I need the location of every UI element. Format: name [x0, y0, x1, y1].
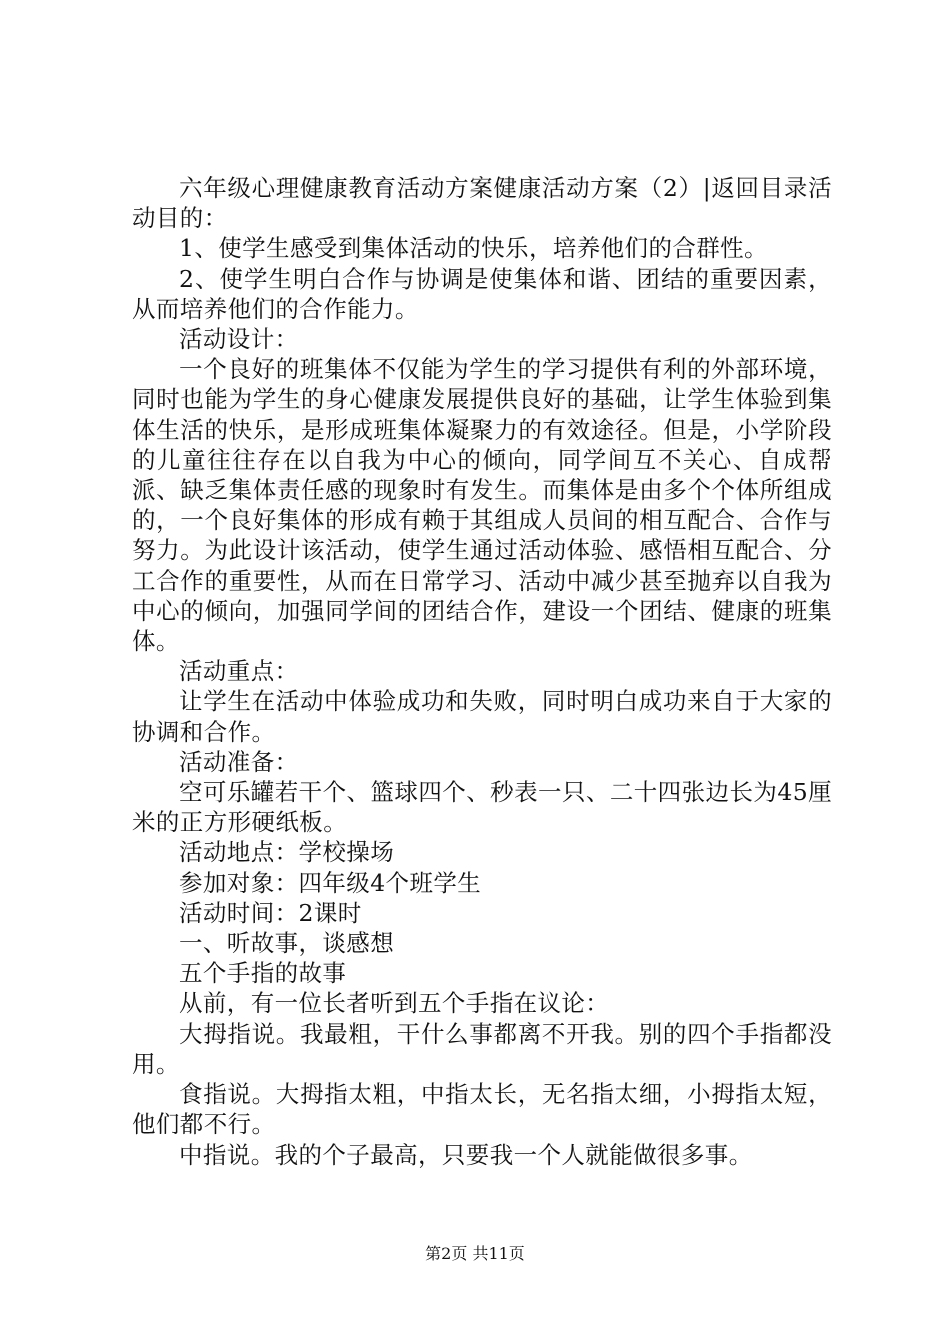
page-footer: 第2页 共11页	[425, 1244, 525, 1263]
paragraph-focus-body: 让学生在活动中体验成功和失败，同时明白成功来自于大家的协调和合作。	[132, 687, 832, 746]
heading-activity-design: 活动设计：	[179, 325, 299, 354]
paragraph-goal-1: 1、使学生感受到集体活动的快乐，培养他们的合群性。	[179, 234, 768, 263]
heading-activity-prep: 活动准备：	[179, 747, 299, 776]
paragraph-story-middle: 中指说。我的个子最高，只要我一个人就能做很多事。	[179, 1140, 753, 1169]
paragraph-prep-body: 空可乐罐若干个、篮球四个、秒表一只、二十四张边长为45厘米的正方形硬纸板。	[132, 778, 832, 837]
paragraph-participants: 参加对象：四年级4个班学生	[179, 868, 482, 897]
paragraph-story-thumb: 大拇指说。我最粗，干什么事都离不开我。别的四个手指都没用。	[132, 1019, 832, 1078]
heading-story-title: 五个手指的故事	[179, 959, 347, 988]
document-body	[132, 173, 832, 1170]
paragraph-title: 六年级心理健康教育活动方案健康活动方案（2）|返回目录活动目的：	[132, 174, 832, 233]
heading-section-1: 一、听故事，谈感想	[179, 929, 395, 958]
paragraph-story-index: 食指说。大拇指太粗，中指太长，无名指太细，小拇指太短，他们都不行。	[132, 1080, 832, 1139]
paragraph-location: 活动地点：学校操场	[179, 838, 395, 867]
paragraph-duration: 活动时间：2课时	[179, 898, 362, 927]
paragraph-story-intro: 从前，有一位长者听到五个手指在议论：	[179, 989, 610, 1018]
paragraph-design-body: 一个良好的班集体不仅能为学生的学习提供有利的外部环境，同时也能为学生的身心健康发展提供良好的基础，让学生体验到集体生活的快乐，是形成班集体凝聚力的有效途径。但是，小学阶段的儿童往往存在以自我为中心的倾向，同学间互不关心、自成帮派、缺乏集体责任感的现象时有发生。而集体是由多个个体所组成的，一个良好集体的形成有赖于其组成人员间的相互配合、合作与努力。为此设计该活动，使学生通过活动体验、感悟相互配合、分工合作的重要性，从而在日常学习、活动中减少甚至抛弃以自我为中心的倾向，加强同学间的团结合作，建设一个团结、健康的班集体。	[132, 355, 832, 656]
heading-activity-focus: 活动重点：	[179, 657, 299, 686]
paragraph-goal-2: 2、使学生明白合作与协调是使集体和谐、团结的重要因素，从而培养他们的合作能力。	[132, 264, 832, 323]
